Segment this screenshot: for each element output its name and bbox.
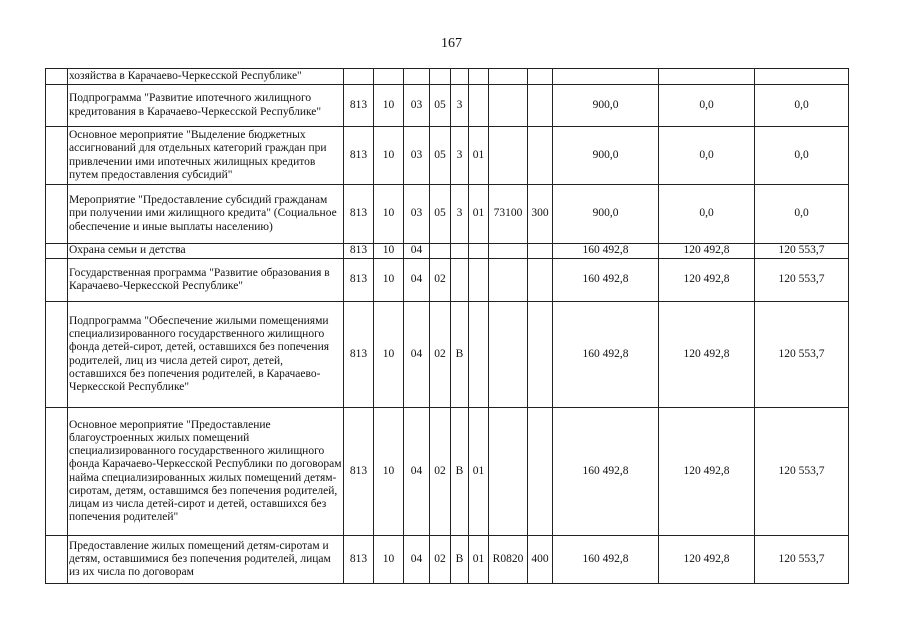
subprogram-code-cell: [451, 69, 469, 85]
subsection-code-cell: 04: [404, 302, 430, 408]
table-row: [46, 127, 849, 185]
expense-type-code-cell: [528, 259, 553, 302]
target-item-code-cell: [489, 259, 528, 302]
ministry-code-cell: 813: [344, 536, 374, 584]
section-code-cell: 10: [374, 302, 404, 408]
description-cell: Мероприятие "Предоставление субсидий гражданам при получении ими жилищного кредита" (Социальное обеспечение и иные выплаты населению): [68, 185, 344, 244]
amount-year-3-cell: 120 553,7: [755, 302, 849, 408]
amount-year-3-cell: 120 553,7: [755, 259, 849, 302]
description-cell: Основное мероприятие "Предоставление благоустроенных жилых помещений специализированного государственного жилищного фонда Карачаево-Черкесской Республики по договорам найма специализированных жилых помещений детям-сиротам, детям, оставшимся без попечения родителей, лицам из числа детей-сирот и детей, оставшихся без попечения родителей": [68, 408, 344, 536]
main-event-code-cell: 01: [469, 127, 489, 185]
amount-year-1-cell: 160 492,8: [553, 244, 659, 259]
target-item-code-cell: [489, 69, 528, 85]
subsection-code-cell: 04: [404, 259, 430, 302]
main-event-code-cell: 01: [469, 408, 489, 536]
main-event-code-cell: [469, 259, 489, 302]
ministry-code-cell: 813: [344, 259, 374, 302]
row-marker-cell: [46, 244, 68, 259]
expense-type-code-cell: [528, 85, 553, 127]
budget-table: [45, 68, 849, 584]
section-code-cell: [374, 69, 404, 85]
program-code-cell: 02: [430, 259, 451, 302]
target-item-code-cell: [489, 302, 528, 408]
row-marker-cell: [46, 85, 68, 127]
expense-type-code-cell: [528, 127, 553, 185]
ministry-code-cell: 813: [344, 302, 374, 408]
amount-year-1-cell: 900,0: [553, 185, 659, 244]
table-row: [46, 408, 849, 536]
program-code-cell: [430, 69, 451, 85]
subprogram-code-cell: В: [451, 302, 469, 408]
amount-year-3-cell: 120 553,7: [755, 408, 849, 536]
ministry-code-cell: 813: [344, 185, 374, 244]
amount-year-1-cell: 160 492,8: [553, 536, 659, 584]
subsection-code-cell: 04: [404, 244, 430, 259]
amount-year-2-cell: 0,0: [659, 127, 755, 185]
program-code-cell: 05: [430, 85, 451, 127]
description-cell: Государственная программа "Развитие образования в Карачаево-Черкесской Республике": [68, 259, 344, 302]
subsection-code-cell: 04: [404, 408, 430, 536]
row-marker-cell: [46, 259, 68, 302]
ministry-code-cell: 813: [344, 85, 374, 127]
subsection-code-cell: [404, 69, 430, 85]
table-row: [46, 536, 849, 584]
ministry-code-cell: 813: [344, 127, 374, 185]
amount-year-2-cell: [659, 69, 755, 85]
program-code-cell: 05: [430, 127, 451, 185]
table-row: [46, 69, 849, 85]
amount-year-2-cell: 120 492,8: [659, 536, 755, 584]
description-cell: хозяйства в Карачаево-Черкесской Республике": [68, 69, 344, 85]
expense-type-code-cell: [528, 244, 553, 259]
amount-year-2-cell: 120 492,8: [659, 259, 755, 302]
amount-year-2-cell: 120 492,8: [659, 244, 755, 259]
target-item-code-cell: 73100: [489, 185, 528, 244]
section-code-cell: 10: [374, 185, 404, 244]
row-marker-cell: [46, 69, 68, 85]
ministry-code-cell: 813: [344, 244, 374, 259]
row-marker-cell: [46, 185, 68, 244]
amount-year-3-cell: 120 553,7: [755, 244, 849, 259]
amount-year-1-cell: 160 492,8: [553, 302, 659, 408]
program-code-cell: 02: [430, 408, 451, 536]
ministry-code-cell: 813: [344, 408, 374, 536]
target-item-code-cell: [489, 85, 528, 127]
section-code-cell: 10: [374, 536, 404, 584]
amount-year-1-cell: [553, 69, 659, 85]
row-marker-cell: [46, 302, 68, 408]
amount-year-1-cell: 160 492,8: [553, 408, 659, 536]
expense-type-code-cell: 400: [528, 536, 553, 584]
description-cell: Подпрограмма "Обеспечение жилыми помещениями специализированного государственного жилищного фонда детей-сирот, детей, оставшихся без попечения родителей, лиц из числа детей сирот, детей, оставшихся без попечения родителей, в Карачаево-Черкесской Республике": [68, 302, 344, 408]
table-row: [46, 259, 849, 302]
amount-year-1-cell: 900,0: [553, 127, 659, 185]
subsection-code-cell: 03: [404, 85, 430, 127]
subsection-code-cell: 03: [404, 127, 430, 185]
subprogram-code-cell: В: [451, 408, 469, 536]
main-event-code-cell: [469, 302, 489, 408]
row-marker-cell: [46, 536, 68, 584]
amount-year-3-cell: [755, 69, 849, 85]
amount-year-3-cell: 120 553,7: [755, 536, 849, 584]
row-marker-cell: [46, 127, 68, 185]
main-event-code-cell: [469, 85, 489, 127]
ministry-code-cell: [344, 69, 374, 85]
amount-year-1-cell: 160 492,8: [553, 259, 659, 302]
main-event-code-cell: [469, 244, 489, 259]
target-item-code-cell: [489, 408, 528, 536]
table-row: [46, 302, 849, 408]
section-code-cell: 10: [374, 127, 404, 185]
amount-year-2-cell: 0,0: [659, 185, 755, 244]
subsection-code-cell: 04: [404, 536, 430, 584]
amount-year-2-cell: 0,0: [659, 85, 755, 127]
subprogram-code-cell: 3: [451, 127, 469, 185]
target-item-code-cell: [489, 244, 528, 259]
section-code-cell: 10: [374, 259, 404, 302]
main-event-code-cell: 01: [469, 185, 489, 244]
target-item-code-cell: [489, 127, 528, 185]
amount-year-2-cell: 120 492,8: [659, 408, 755, 536]
amount-year-2-cell: 120 492,8: [659, 302, 755, 408]
expense-type-code-cell: [528, 408, 553, 536]
table-row: [46, 185, 849, 244]
description-cell: Основное мероприятие "Выделение бюджетных ассигнований для отдельных категорий граждан при привлечении ими ипотечных жилищных кредитов путем предоставления субсидий": [68, 127, 344, 185]
program-code-cell: 02: [430, 536, 451, 584]
row-marker-cell: [46, 408, 68, 536]
description-cell: Охрана семьи и детства: [68, 244, 344, 259]
amount-year-3-cell: 0,0: [755, 185, 849, 244]
amount-year-3-cell: 0,0: [755, 127, 849, 185]
subprogram-code-cell: [451, 244, 469, 259]
program-code-cell: 02: [430, 302, 451, 408]
expense-type-code-cell: [528, 302, 553, 408]
expense-type-code-cell: 300: [528, 185, 553, 244]
subprogram-code-cell: 3: [451, 185, 469, 244]
amount-year-1-cell: 900,0: [553, 85, 659, 127]
page-number: 167: [441, 36, 462, 51]
expense-type-code-cell: [528, 69, 553, 85]
subprogram-code-cell: 3: [451, 85, 469, 127]
table-body: [46, 69, 849, 584]
section-code-cell: 10: [374, 85, 404, 127]
table-row: [46, 244, 849, 259]
section-code-cell: 10: [374, 244, 404, 259]
main-event-code-cell: 01: [469, 536, 489, 584]
subsection-code-cell: 03: [404, 185, 430, 244]
program-code-cell: 05: [430, 185, 451, 244]
description-cell: Подпрограмма "Развитие ипотечного жилищного кредитования в Карачаево-Черкесской Республике": [68, 85, 344, 127]
subprogram-code-cell: В: [451, 536, 469, 584]
subprogram-code-cell: [451, 259, 469, 302]
amount-year-3-cell: 0,0: [755, 85, 849, 127]
section-code-cell: 10: [374, 408, 404, 536]
table-row: [46, 85, 849, 127]
target-item-code-cell: R0820: [489, 536, 528, 584]
main-event-code-cell: [469, 69, 489, 85]
program-code-cell: [430, 244, 451, 259]
description-cell: Предоставление жилых помещений детям-сиротам и детям, оставшимися без попечения родителей, лицам из их числа по договорам: [68, 536, 344, 584]
